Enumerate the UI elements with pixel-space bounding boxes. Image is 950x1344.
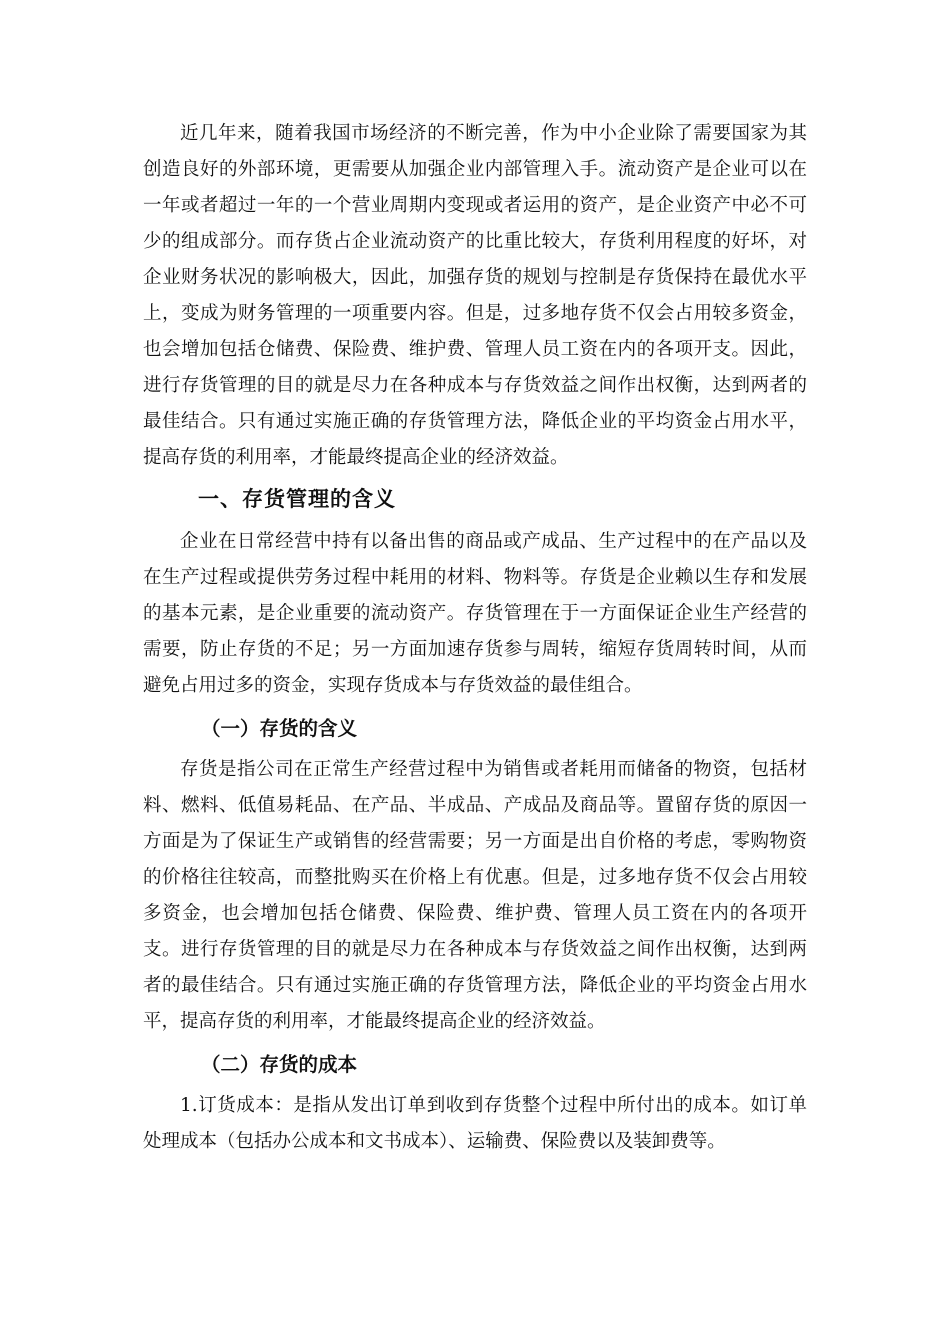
section1-paragraph: 企业在日常经营中持有以备出售的商品或产成品、生产过程中的在产品以及在生产过程或提供劳务过程中耗用的材料、物料等。存货是企业赖以生存和发展的基本元素，是企业重要的流动资产。存货管理在于一方面保证企业生产经营的需要，防止存货的不足；另一方面加速存货参与周转，缩短存货周转时间，从而避免占用过多的资金，实现存货成本与存货效益的最佳组合。 — [143, 531, 807, 696]
subsection2-paragraph: 1.订货成本：是指从发出订单到收到存货整个过程中所付出的成本。如订单处理成本（包括办公成本和文书成本）、运输费、保险费以及装卸费等。 — [143, 1095, 807, 1152]
subsection-heading-inventory-cost: （二）存货的成本 — [201, 1053, 358, 1076]
subsection-heading-inventory-meaning: （一）存货的含义 — [201, 717, 358, 740]
intro-paragraph: 近几年来，随着我国市场经济的不断完善，作为中小企业除了需要国家为其创造良好的外部环境，更需要从加强企业内部管理入手。流动资产是企业可以在一年或者超过一年的一个营业周期内变现或者运用的资产，是企业资产中必不可少的组成部分。而存货占企业流动资产的比重比较大，存货利用程度的好坏，对企业财务状况的影响极大，因此，加强存货的规划与控制是存货保持在最优水平上，变成为财务管理的一项重要内容。但是，过多地存货不仅会占用较多资金，也会增加包括仓储费、保险费、维护费、管理人员工资在内的各项开支。因此，进行存货管理的目的就是尽力在各种成本与存货效益之间作出权衡，达到两者的最佳结合。只有通过实施正确的存货管理方法，降低企业的平均资金占用水平，提高存货的利用率，才能最终提高企业的经济效益。 — [143, 123, 807, 468]
document-body — [143, 116, 807, 1160]
subsection1-paragraph: 存货是指公司在正常生产经营过程中为销售或者耗用而储备的物资，包括材料、燃料、低值易耗品、在产品、半成品、产成品及商品等。置留存货的原因一方面是为了保证生产或销售的经营需要；另一方面是出自价格的考虑，零购物资的价格往往较高，而整批购买在价格上有优惠。但是，过多地存货不仅会占用较多资金，也会增加包括仓储费、保险费、维护费、管理人员工资在内的各项开支。进行存货管理的目的就是尽力在各种成本与存货效益之间作出权衡，达到两者的最佳结合。只有通过实施正确的存货管理方法，降低企业的平均资金占用水平，提高存货的利用率，才能最终提高企业的经济效益。 — [143, 759, 807, 1032]
section-heading-inventory-management-meaning: 一、存货管理的含义 — [198, 487, 396, 511]
